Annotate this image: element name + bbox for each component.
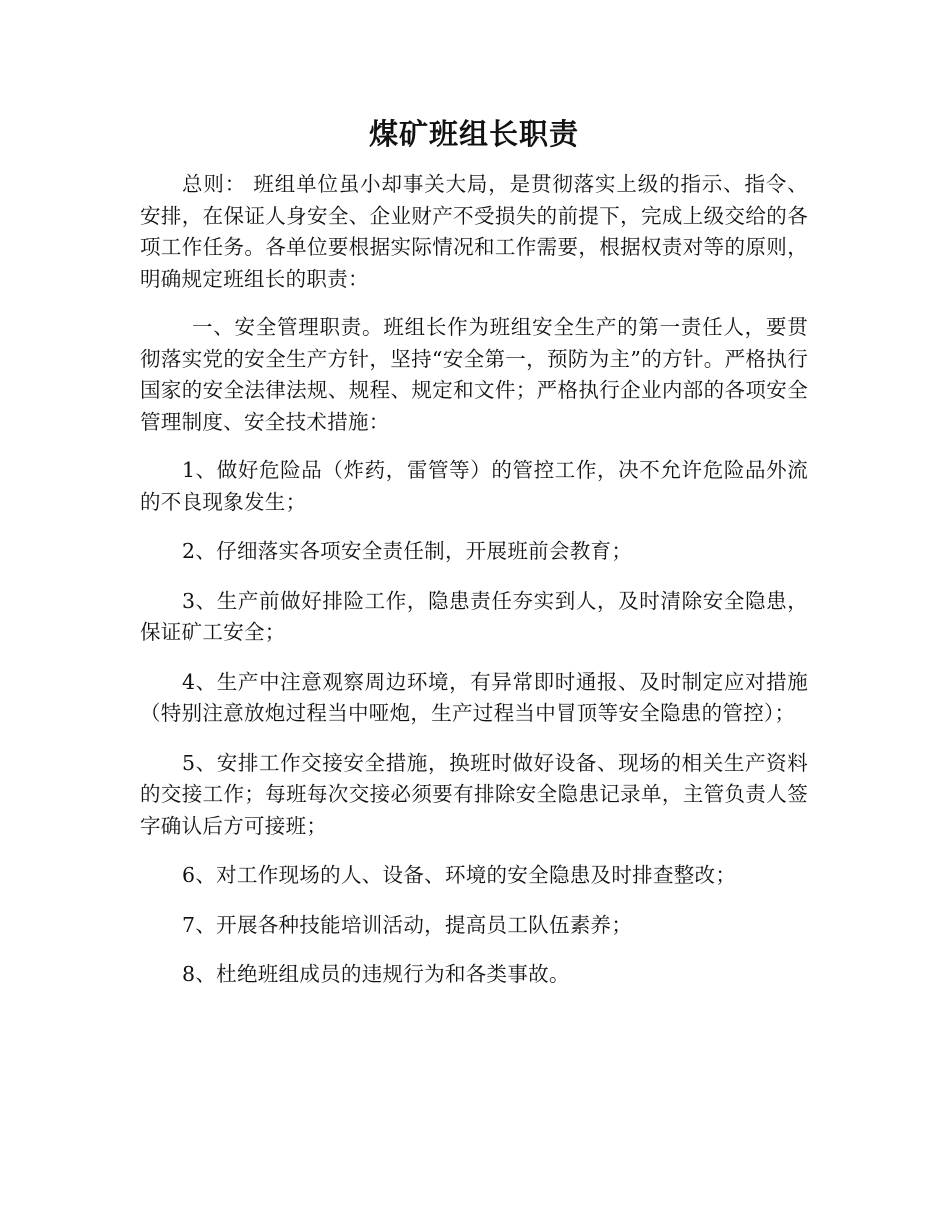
duty-item-4: 4、生产中注意观察周边环境，有异常即时通报、及时制定应对措施（特别注意放炮过程当中哑炮，生产过程当中冒顶等安全隐患的管控）； (140, 669, 808, 725)
duty-item-6: 6、对工作现场的人、设备、环境的安全隐患及时排查整改； (182, 863, 737, 887)
duty-item-1: 1、做好危险品（炸药，雷管等）的管控工作，决不允许危险品外流的不良现象发生； (140, 458, 808, 514)
document-page (140, 110, 808, 1009)
duty-item-5: 5、安排工作交接安全措施，换班时做好设备、现场的相关生产资料的交接工作；每班每次交接必须要有排除安全隐患记录单，主管负责人签字确认后方可接班； (140, 750, 808, 838)
intro-paragraph: 总则： 班组单位虽小却事关大局，是贯彻落实上级的指示、指令、安排，在保证人身安全、企业财产不受损失的前提下，完成上级交给的各项工作任务。各单位要根据实际情况和工作需要，根据权责对等的原则，明确规定班组长的职责： (140, 172, 808, 291)
duty-item-8: 8、杜绝班组成员的违规行为和各类事故。 (182, 962, 570, 986)
document-title: 煤矿班组长职责 (368, 117, 579, 151)
section-safety-management: 一、安全管理职责。班组长作为班组安全生产的第一责任人，要贯彻落实党的安全生产方针，坚持“安全第一，预防为主”的方针。严格执行国家的安全法律法规、规程、规定和文件；严格执行企业内部的各项安全管理制度、安全技术措施： (140, 315, 808, 434)
duty-item-3: 3、生产前做好排险工作，隐患责任夯实到人，及时清除安全隐患，保证矿工安全； (140, 588, 808, 644)
duty-item-7: 7、开展各种技能培训活动，提高员工队伍素养； (182, 912, 633, 937)
duty-item-2: 2、仔细落实各项安全责任制，开展班前会教育； (182, 539, 633, 563)
